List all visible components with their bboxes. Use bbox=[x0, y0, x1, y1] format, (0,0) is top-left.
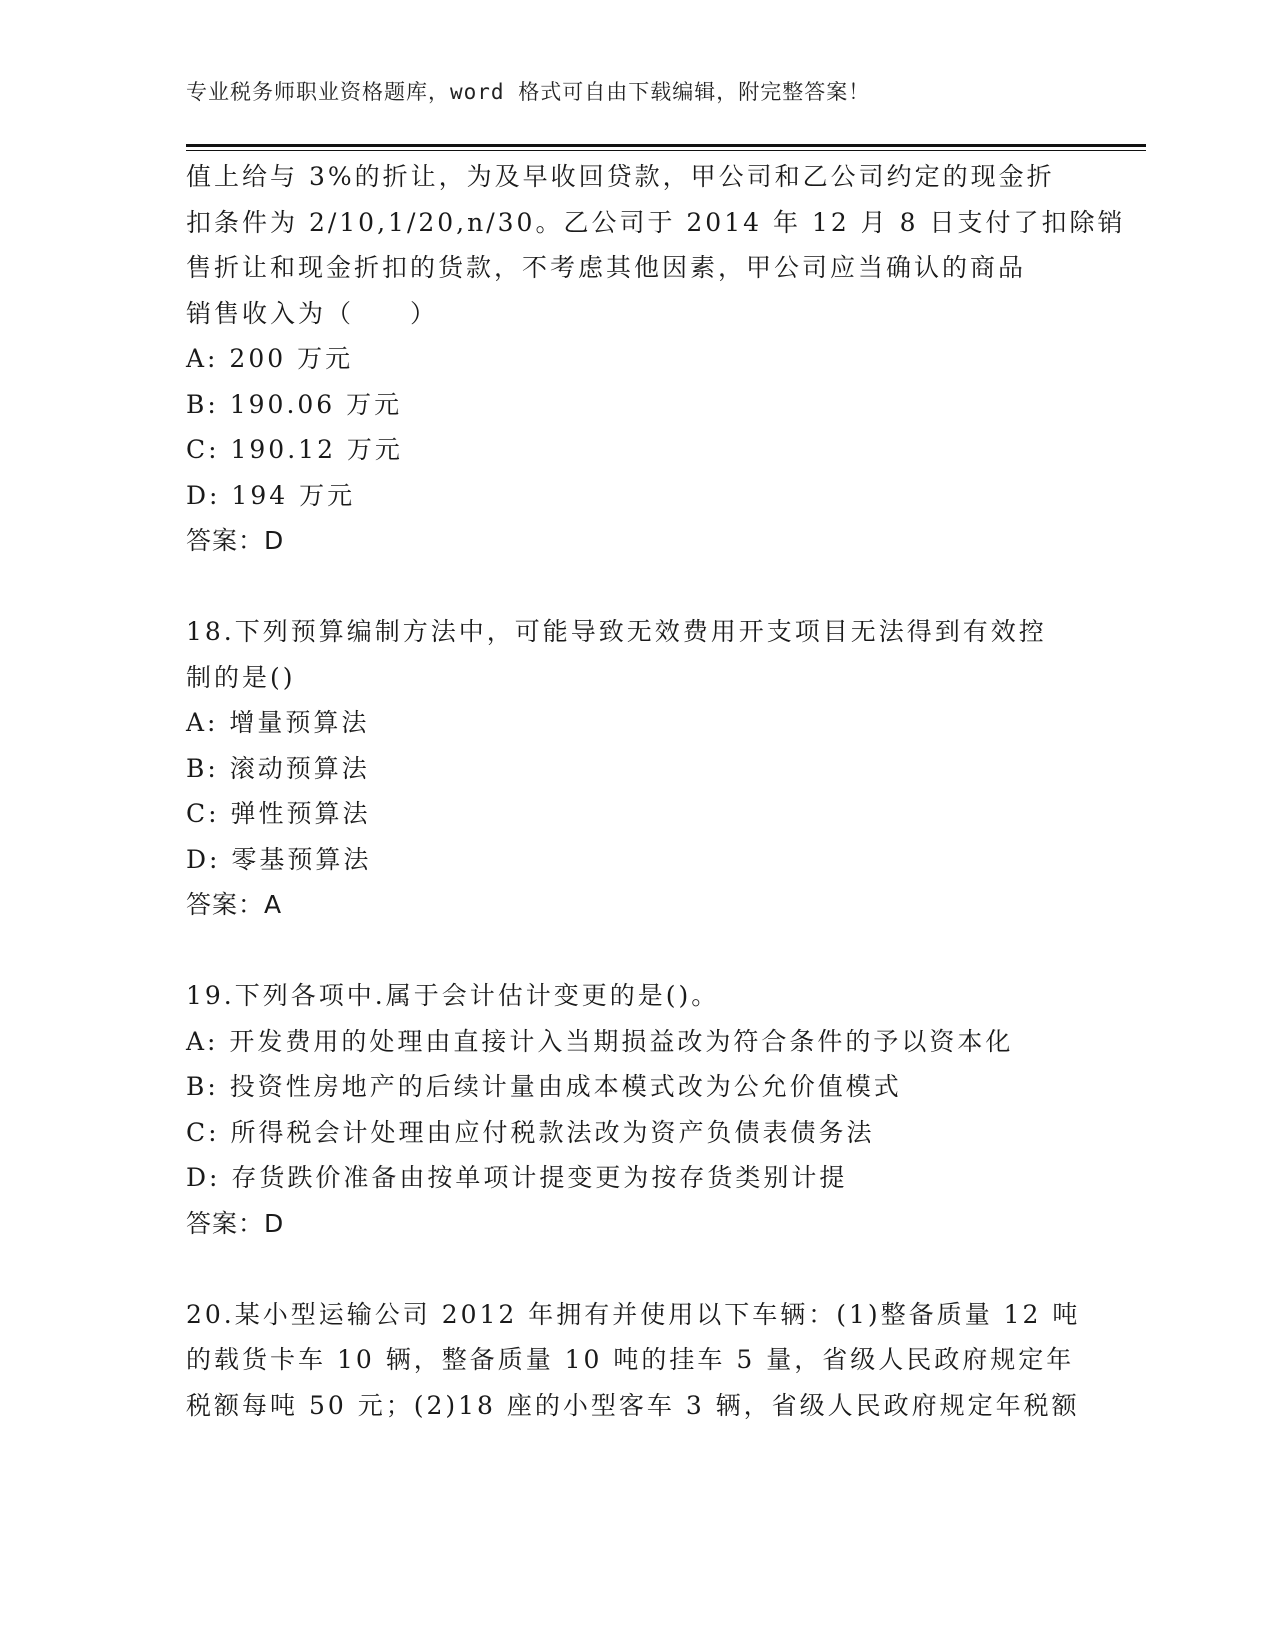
question-19-option-b: B: 投资性房地产的后续计量由成本模式改为公允价值模式 bbox=[186, 1072, 902, 1101]
question-18-answer: 答案：A bbox=[186, 890, 283, 919]
question-17-option-d: D: 194 万元 bbox=[186, 480, 356, 510]
question-19-stem-line: 19.下列各项中.属于会计估计变更的是()。 bbox=[186, 981, 720, 1010]
spacer bbox=[186, 928, 1086, 974]
spacer bbox=[186, 564, 1086, 610]
question-content bbox=[186, 154, 1126, 1428]
question-19-block bbox=[186, 973, 1086, 1246]
question-17-stem-line: 值上给与 3%的折让，为及早收回贷款，甲公司和乙公司约定的现金折 bbox=[186, 162, 1055, 191]
question-19-option-a: A: 开发费用的处理由直接计入当期损益改为符合条件的予以资本化 bbox=[186, 1026, 1014, 1056]
question-17-block bbox=[186, 154, 1126, 564]
header-rule-thick bbox=[186, 144, 1146, 147]
question-18-block bbox=[186, 609, 1086, 928]
question-18-option-a: A: 增量预算法 bbox=[186, 708, 370, 737]
question-17-option-a: A: 200 万元 bbox=[186, 344, 354, 373]
question-20-block bbox=[186, 1292, 1086, 1429]
question-18-stem-line: 制的是() bbox=[186, 662, 296, 692]
header-rule-thin bbox=[186, 150, 1146, 151]
question-17-stem-line: 售折让和现金折扣的货款，不考虑其他因素，甲公司应当确认的商品 bbox=[186, 253, 1027, 282]
question-19-option-c: C: 所得税会计处理由应付税款法改为资产负债表债务法 bbox=[186, 1117, 875, 1147]
question-18-option-c: C: 弹性预算法 bbox=[186, 799, 371, 828]
question-18-option-d: D: 零基预算法 bbox=[186, 844, 372, 874]
question-17-stem-line: 销售收入为（ ） bbox=[186, 298, 439, 328]
question-19-option-d: D: 存货跌价准备由按单项计提变更为按存货类别计提 bbox=[186, 1163, 848, 1192]
question-18-stem-line: 18.下列预算编制方法中，可能导致无效费用开支项目无法得到有效控 bbox=[186, 617, 1047, 646]
question-20-stem-line: 税额每吨 50 元；(2)18 座的小型客车 3 辆，省级人民政府规定年税额 bbox=[186, 1390, 1080, 1420]
question-17-option-c: C: 190.12 万元 bbox=[186, 435, 403, 464]
question-18-option-b: B: 滚动预算法 bbox=[186, 753, 370, 783]
question-20-stem-line: 的载货卡车 10 辆，整备质量 10 吨的挂车 5 量，省级人民政府规定年 bbox=[186, 1345, 1075, 1374]
page-header: 专业税务师职业资格题库，word 格式可自由下载编辑，附完整答案！ bbox=[186, 80, 871, 104]
question-17-answer: 答案：D bbox=[186, 526, 285, 555]
question-19-answer: 答案：D bbox=[186, 1208, 285, 1238]
question-17-stem-line: 扣条件为 2/10,1/20,n/30。乙公司于 2014 年 12 月 8 日支付了扣除销 bbox=[186, 207, 1126, 237]
spacer bbox=[186, 1246, 1086, 1292]
question-17-option-b: B: 190.06 万元 bbox=[186, 389, 403, 419]
question-20-stem-line: 20.某小型运输公司 2012 年拥有并使用以下车辆：(1)整备质量 12 吨 bbox=[186, 1299, 1081, 1329]
